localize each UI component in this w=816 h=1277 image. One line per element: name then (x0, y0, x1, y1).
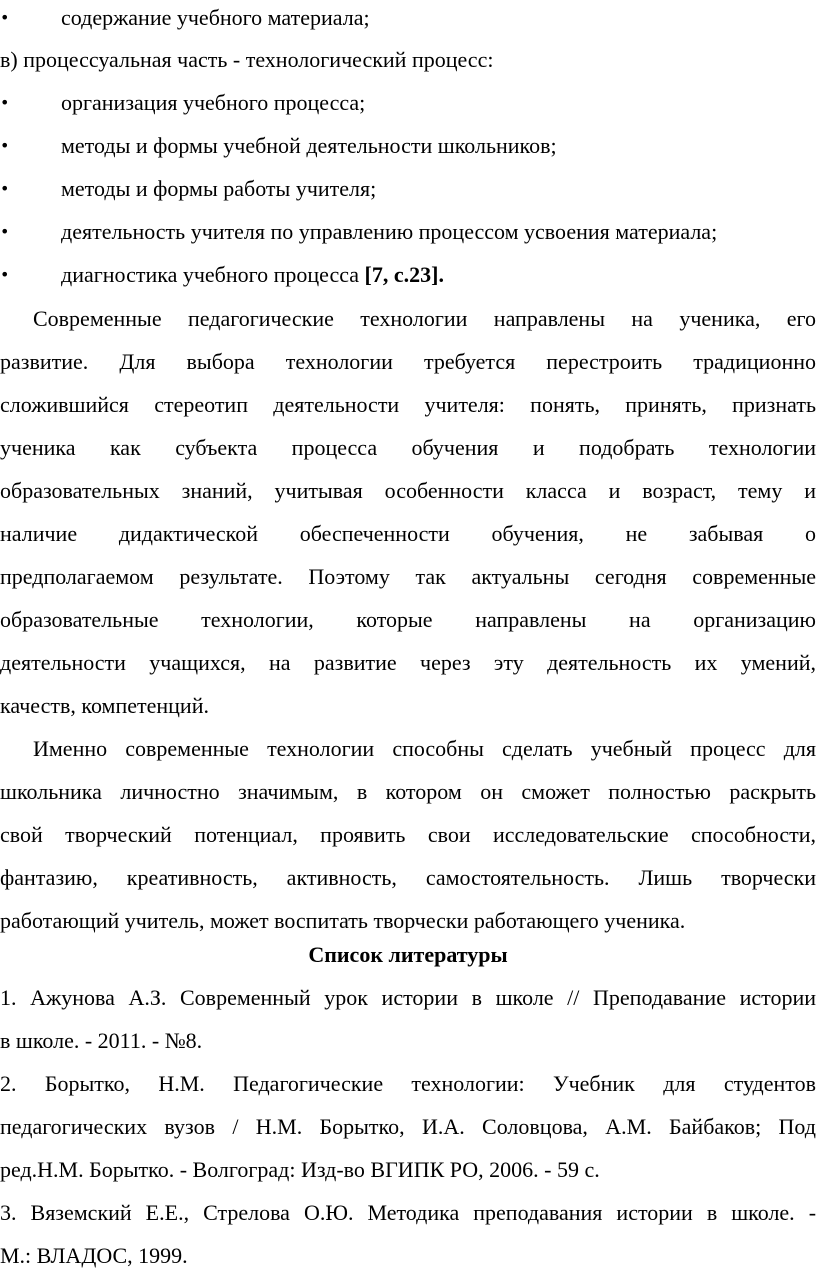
paragraph-line: Современные педагогические технологии направлены на ученика, его (33, 306, 816, 331)
reference-line: в школе. - 2011. - №8. (0, 1028, 203, 1053)
list-item (0, 260, 816, 290)
list-item (0, 88, 816, 118)
list-item-text: диагностика учебного процесса (61, 262, 360, 287)
reference-line: ред.Н.М. Борытко. - Волгоград: Изд-во ВГИПК РО, 2006. - 59 с. (0, 1157, 600, 1182)
paragraph-line: свой творческий потенциал, проявить свои исследовательские способности, (0, 822, 816, 847)
bullet-icon: • (0, 8, 10, 27)
reference-line: 2. Борытко, Н.М. Педагогические технологии: Учебник для студентов (0, 1071, 816, 1096)
list-item (0, 131, 816, 161)
list-item-text: организация учебного процесса; (61, 90, 366, 115)
paragraph-line: сложившийся стереотип деятельности учителя: понять, принять, признать (0, 392, 816, 417)
reference-number: 2. (0, 1071, 17, 1096)
bullet-icon: • (0, 265, 10, 284)
list-item (0, 217, 816, 247)
reference-line: 1. Ажунова А.З. Современный урок истории в школе // Преподавание истории (0, 985, 816, 1010)
list-item-text: содержание учебного материала; (61, 5, 370, 30)
reference-line: М.: ВЛАДОС, 1999. (0, 1243, 188, 1268)
references-title: Список литературы (308, 942, 508, 967)
paragraph-line: образовательных знаний, учитывая особенности класса и возраст, тему и (0, 478, 816, 503)
paragraph-line: предполагаемом результате. Поэтому так актуальны сегодня современные (0, 564, 816, 589)
list-item (0, 3, 816, 33)
list-item-text: методы и формы учебной деятельности школьников; (61, 133, 557, 158)
paragraph-line: деятельности учащихся, на развитие через эту деятельность их умений, (0, 650, 816, 675)
paragraph-line: Именно современные технологии способны сделать учебный процесс для (33, 736, 816, 761)
section-heading: в) процессуальная часть - технологический процесс: (0, 47, 494, 72)
paragraph-line: работающий учитель, может воспитать творчески работающего ученика. (0, 908, 686, 933)
bullet-icon: • (0, 93, 10, 112)
paragraph-line: ученика как субъекта процесса обучения и подобрать технологии (0, 435, 816, 460)
paragraph-line: качеств, компетенций. (0, 693, 209, 718)
paragraph-line: школьника личностно значимым, в котором он сможет полностью раскрыть (0, 779, 816, 804)
paragraph-line: образовательные технологии, которые направлены на организацию (0, 607, 816, 632)
reference-line: педагогических вузов / Н.М. Борытко, И.А. Соловцова, А.М. Байбаков; Под (0, 1114, 816, 1139)
reference-line: 3. Вяземский Е.Е., Стрелова О.Ю. Методика преподавания истории в школе. - (0, 1200, 816, 1225)
bullet-icon: • (0, 179, 10, 198)
paragraph-line: развитие. Для выбора технологии требуется перестроить традиционно (0, 349, 816, 374)
reference-number: 1. (0, 985, 17, 1010)
bullet-icon: • (0, 222, 10, 241)
list-item (0, 174, 816, 204)
reference-number: 3. (0, 1200, 17, 1225)
list-item-text: методы и формы работы учителя; (61, 176, 377, 201)
bullet-icon: • (0, 136, 10, 155)
list-item-text: деятельность учителя по управлению процессом усвоения материала; (61, 219, 718, 244)
citation: [7, с.23]. (364, 262, 444, 287)
paragraph-line: наличие дидактической обеспеченности обучения, не забывая о (0, 521, 816, 546)
paragraph-line: фантазию, креативность, активность, самостоятельность. Лишь творчески (0, 865, 816, 890)
